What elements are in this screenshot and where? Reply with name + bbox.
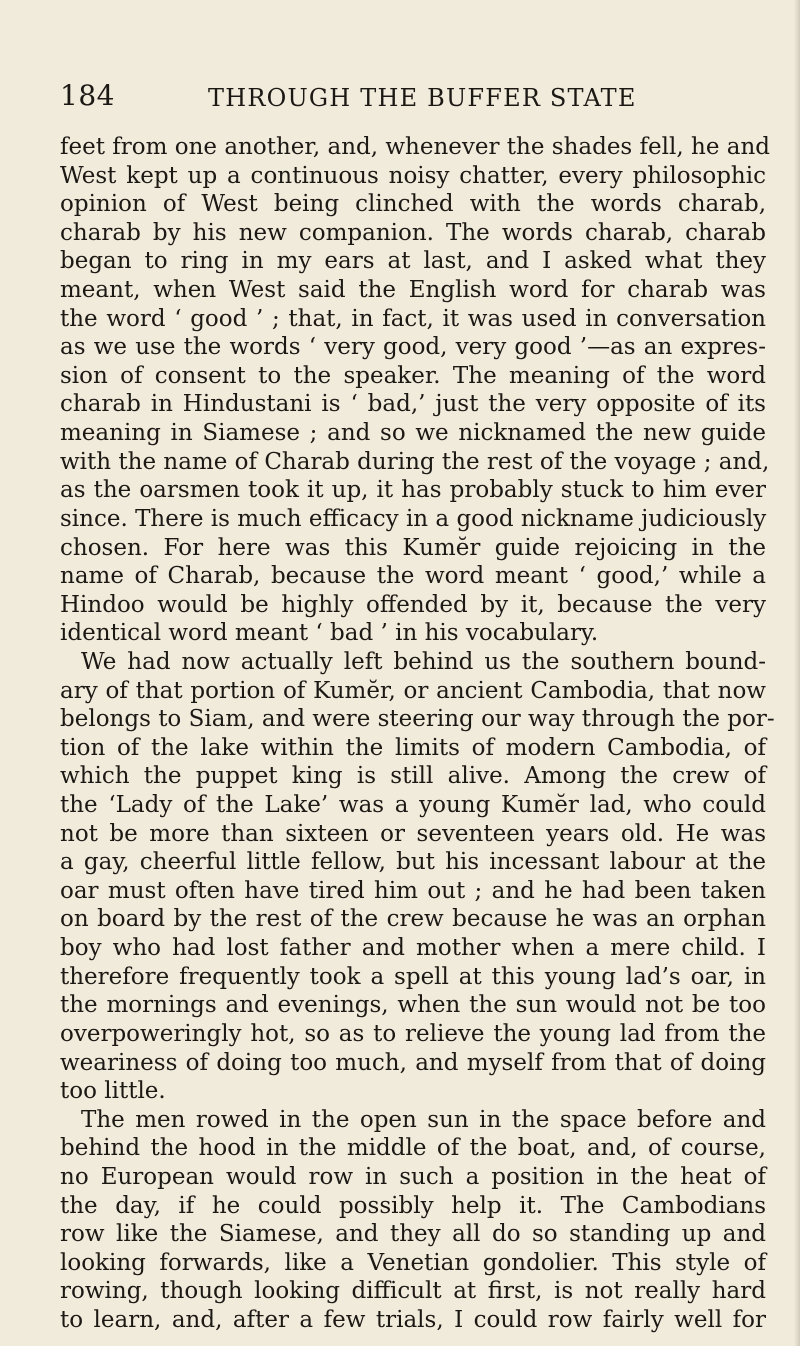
text-line: began to ring in my ears at last, and I asked what they: [60, 248, 766, 275]
page-header: [60, 78, 765, 118]
running-head: THROUGH THE BUFFER STATE: [208, 84, 637, 112]
text-line: charab by his new companion. The words charab, charab: [60, 219, 766, 246]
text-line: since. There is much efficacy in a good nickname judiciously: [60, 505, 767, 532]
text-line: with the name of Charab during the rest of the voyage ; and,: [60, 448, 770, 475]
text-line: the day, if he could possibly help it. The Cambodians: [60, 1192, 766, 1219]
text-line: tion of the lake within the limits of modern Cambodia, of: [60, 734, 766, 761]
text-line: a gay, cheerful little fellow, but his incessant labour at the: [60, 849, 766, 876]
text-line: looking forwards, like a Venetian gondolier. This style of: [60, 1249, 766, 1276]
text-line: weariness of doing too much, and myself from that of doing: [60, 1049, 766, 1076]
text-line: chosen. For here was this Kumĕr guide rejoicing in the: [60, 534, 766, 561]
text-line: identical word meant ‘ bad ’ in his vocabulary.: [60, 620, 599, 647]
text-line: as we use the words ‘ very good, very good ’—as an expres-: [60, 334, 766, 361]
text-line: no European would row in such a position in the heat of: [60, 1163, 766, 1190]
text-line: charab in Hindustani is ‘ bad,’ just the very opposite of its: [60, 391, 766, 418]
text-line: therefore frequently took a spell at this young lad’s oar, in: [60, 963, 766, 990]
text-line: the word ‘ good ’ ; that, in fact, it was used in conversation: [60, 305, 766, 332]
text-line: rowing, though looking difficult at first, is not really hard: [60, 1278, 766, 1305]
text-line: Hindoo would be highly offended by it, because the very: [60, 591, 766, 618]
text-line: West kept up a continuous noisy chatter, every philosophic: [60, 162, 766, 189]
text-line: meant, when West said the English word for charab was: [60, 277, 766, 304]
text-line: which the puppet king is still alive. Among the crew of: [60, 763, 766, 790]
text-line: opinion of West being clinched with the words charab,: [60, 191, 766, 218]
body-text: [60, 133, 775, 1335]
text-line: the ‘Lady of the Lake’ was a young Kumĕr lad, who could: [60, 792, 766, 819]
page-number: 184: [60, 79, 115, 112]
text-line: to learn, and, after a few trials, I could row fairly well for: [60, 1306, 766, 1333]
text-line: sion of consent to the speaker. The meaning of the word: [60, 362, 766, 389]
text-line: ary of that portion of Kumĕr, or ancient Cambodia, that now: [60, 677, 766, 704]
text-line: on board by the rest of the crew because he was an orphan: [60, 906, 766, 933]
page-edge-shadow: [794, 0, 800, 1346]
text-line: boy who had lost father and mother when a mere child. I: [60, 935, 766, 962]
text-line: not be more than sixteen or seventeen years old. He was: [60, 820, 766, 847]
text-line: meaning in Siamese ; and so we nicknamed the new guide: [60, 420, 766, 447]
text-line: the mornings and evenings, when the sun would not be too: [60, 992, 766, 1019]
text-line: overpoweringly hot, so as to relieve the young lad from the: [60, 1020, 766, 1047]
text-line: belongs to Siam, and were steering our way through the por-: [60, 706, 775, 733]
text-line: We had now actually left behind us the southern bound-: [81, 648, 766, 675]
text-line: too little.: [60, 1078, 166, 1105]
text-line: behind the hood in the middle of the boat, and, of course,: [60, 1135, 766, 1162]
text-line: as the oarsmen took it up, it has probably stuck to him ever: [60, 477, 766, 504]
text-line: name of Charab, because the word meant ‘ good,’ while a: [60, 563, 766, 590]
text-line: oar must often have tired him out ; and he had been taken: [60, 877, 766, 904]
text-line: The men rowed in the open sun in the space before and: [81, 1106, 766, 1133]
text-line: feet from one another, and, whenever the shades fell, he and: [60, 134, 770, 160]
text-line: row like the Siamese, and they all do so standing up and: [60, 1221, 766, 1248]
